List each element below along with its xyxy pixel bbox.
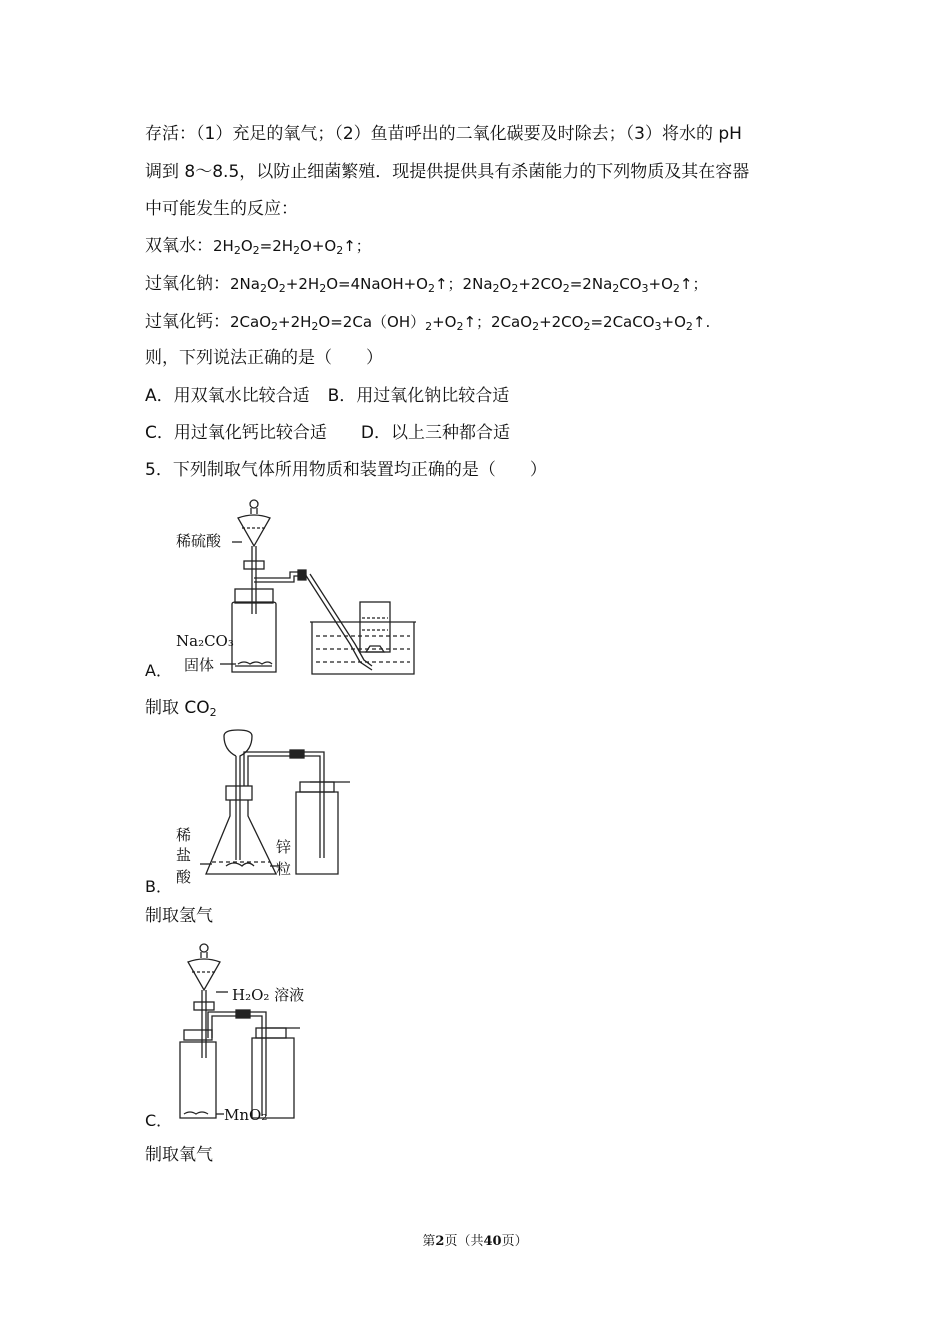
figure-b-acid-label-1: 稀 — [176, 826, 192, 844]
figure-c-letter: C． — [145, 1111, 173, 1130]
reaction-na2o2 — [145, 272, 708, 296]
figure-b-letter: B． — [145, 877, 172, 896]
figure-a-caption-prefix: 制取 CO — [145, 698, 210, 718]
q4-stem: 则，下列说法正确的是（ ） — [145, 348, 383, 368]
figure-c-caption: 制取氧气 — [145, 1145, 213, 1165]
figure-b-acid-label-3: 酸 — [176, 868, 192, 886]
footer-prefix: 第 — [422, 1234, 436, 1249]
figure-b-apparatus — [140, 726, 380, 886]
figure-a-letter: A． — [145, 661, 172, 680]
reaction-cao2 — [145, 310, 710, 334]
q5-stem: 5．下列制取气体所用物质和装置均正确的是（ ） — [145, 460, 547, 480]
figure-c-solution-label: H₂O₂ 溶液 — [232, 986, 305, 1004]
q4-options-row-1 — [145, 384, 509, 408]
figure-b-caption: 制取氢气 — [145, 906, 213, 926]
q4-options-row-2 — [145, 421, 510, 445]
figure-b-acid-label-2: 盐 — [176, 846, 192, 864]
reaction-h2o2 — [145, 234, 371, 258]
footer-total-pages: 40 — [483, 1234, 502, 1249]
intro-line-1: 存活：（1）充足的氧气；（2）鱼苗呼出的二氧化碳要及时除去；（3）将水的 pH — [145, 124, 742, 144]
reaction-cao2-equation: $2CaO_2+2H_2O=2Ca(OH)_2+O_2↑$；$2CaO_2+2CO_2=2CaCO_3+O_2↑$. — [230, 313, 711, 333]
figure-b — [140, 726, 380, 886]
figure-c-catalyst-label: MnO₂ — [224, 1106, 268, 1124]
footer-middle: 页（共 — [444, 1234, 484, 1249]
footer-page-number: 2 — [435, 1234, 445, 1249]
figure-c — [140, 938, 380, 1128]
figure-a-solid-formula: Na₂CO₃ — [176, 632, 234, 650]
page-footer — [0, 1230, 950, 1249]
figure-c-apparatus — [140, 938, 380, 1128]
figure-a-caption-sub: 2 — [209, 706, 217, 719]
reaction-na2o2-name: 过氧化钠： — [145, 274, 230, 294]
figure-a-solid-label: 固体 — [184, 656, 215, 674]
reaction-na2o2-equation: $2Na_2O_2+2H_2O=4NaOH+O_2↑$；$2Na_2O_2+2CO_2=2Na_2CO_3+O_2↑$； — [230, 275, 708, 295]
figure-b-metal-label-2: 粒 — [276, 860, 292, 878]
reaction-cao2-name: 过氧化钙： — [145, 312, 230, 332]
footer-suffix: 页） — [501, 1234, 528, 1249]
figure-a-apparatus — [140, 494, 440, 684]
figure-b-metal-label-1: 锌 — [276, 838, 292, 856]
reaction-h2o2-name: 双氧水： — [145, 236, 213, 256]
reaction-h2o2-equation: $2H_2O_2=2H_2O+O_2↑$； — [213, 237, 371, 257]
intro-line-2: 调到 8～8.5，以防止细菌繁殖．现提供提供具有杀菌能力的下列物质及其在容器 — [145, 162, 750, 182]
q4-option-b: B．用过氧化钠比较合适 — [327, 386, 510, 406]
intro-line-3: 中可能发生的反应： — [145, 199, 298, 219]
q4-option-a: A．用双氧水比较合适 — [145, 386, 310, 406]
q4-option-c: C．用过氧化钙比较合适 — [145, 423, 327, 443]
figure-a-caption — [145, 696, 217, 720]
figure-a-acid-label: 稀硫酸 — [176, 532, 222, 550]
figure-a — [140, 494, 440, 684]
q4-option-d: D．以上三种都合适 — [360, 423, 510, 443]
